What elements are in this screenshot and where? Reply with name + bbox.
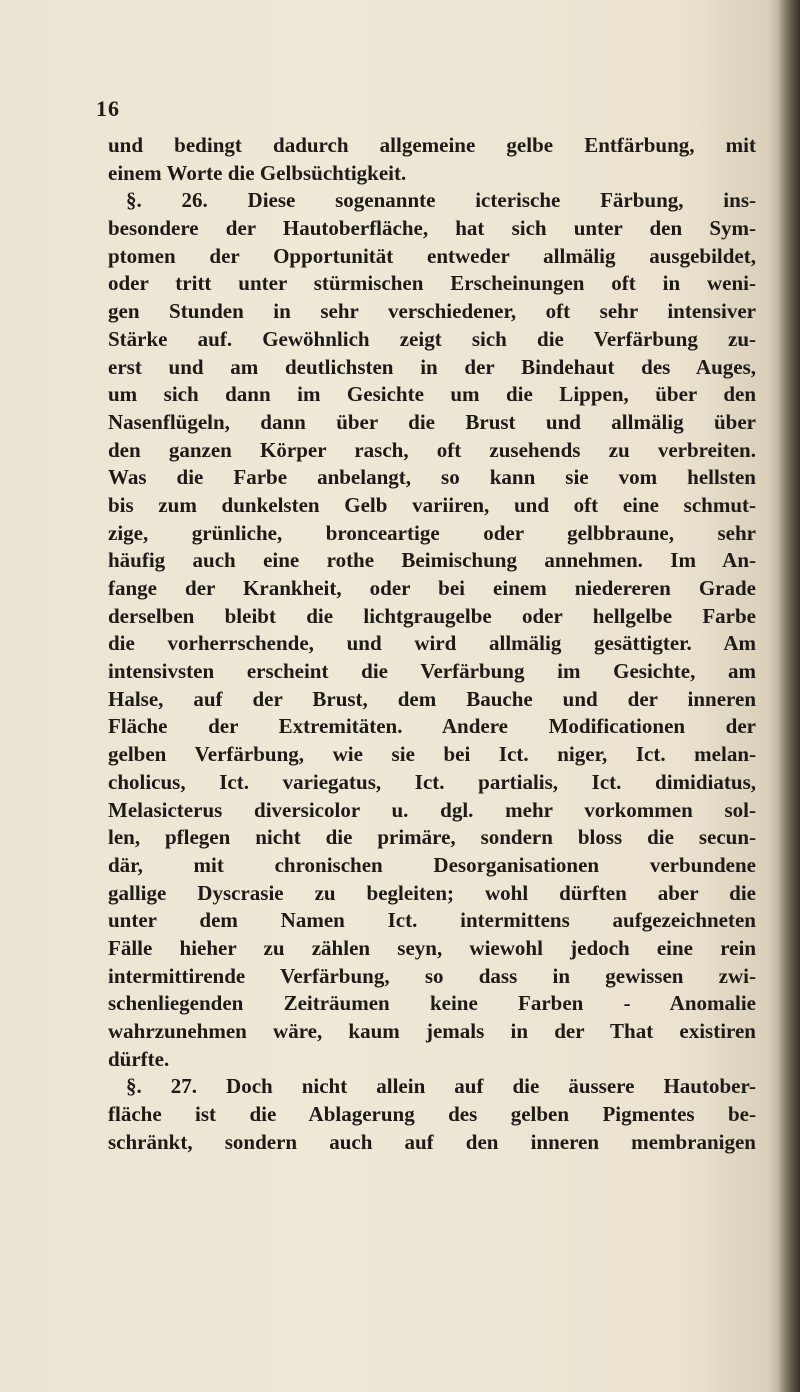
text-line: gallige Dyscrasie zu begleiten; wohl dürften aber die [108, 880, 756, 905]
text-line: den ganzen Körper rasch, oft zusehends zu verbreiten. [108, 437, 756, 462]
text-line: besondere der Hautoberfläche, hat sich unter den Sym- [108, 216, 756, 241]
text-line: cholicus, Ict. variegatus, Ict. partialis, Ict. dimidiatus, [108, 769, 756, 794]
text-line: Fläche der Extremitäten. Andere Modificationen der [108, 714, 756, 739]
text-line: um sich dann im Gesichte um die Lippen, über den [108, 382, 756, 407]
text-line: schenliegenden Zeiträumen keine Farben - Anomalie [108, 991, 756, 1016]
text-line: häufig auch eine rothe Beimischung annehmen. Im An- [108, 548, 756, 573]
text-line: Halse, auf der Brust, dem Bauche und der inneren [108, 686, 756, 711]
text-line: fläche ist die Ablagerung des gelben Pigmentes be- [108, 1102, 756, 1127]
text-line: intermittirende Verfärbung, so dass in gewissen zwi- [108, 963, 756, 988]
body-text [108, 132, 756, 1156]
text-line: där, mit chronischen Desorganisationen verbundene [108, 852, 756, 877]
page-edge-shadow [778, 0, 800, 1392]
text-line: einem Worte die Gelbsüchtigkeit. [108, 160, 407, 185]
text-line: Was die Farbe anbelangt, so kann sie vom hellsten [108, 465, 756, 490]
text-line: intensivsten erscheint die Verfärbung im Gesichte, am [108, 659, 756, 684]
text-line: bis zum dunkelsten Gelb variiren, und oft eine schmut- [108, 492, 756, 517]
text-line: oder tritt unter stürmischen Erscheinungen oft in weni- [108, 271, 756, 296]
text-line: dürfte. [108, 1046, 170, 1071]
text-line: ptomen der Opportunität entweder allmälig ausgebildet, [108, 243, 756, 268]
text-line: derselben bleibt die lichtgraugelbe oder hellgelbe Farbe [108, 603, 756, 628]
text-line: Stärke auf. Gewöhnlich zeigt sich die Verfärbung zu- [108, 326, 756, 351]
text-line: Fälle hieher zu zählen seyn, wiewohl jedoch eine rein [108, 935, 756, 960]
text-line: fange der Krankheit, oder bei einem niedereren Grade [108, 576, 756, 600]
text-line: §. 27. Doch nicht allein auf die äussere Hautober- [126, 1074, 756, 1099]
text-line: die vorherrschende, und wird allmälig gesättigter. Am [108, 631, 756, 656]
text-line: Melasicterus diversicolor u. dgl. mehr vorkommen sol- [108, 797, 756, 822]
text-line: schränkt, sondern auch auf den inneren membranigen [108, 1129, 756, 1154]
text-line: gen Stunden in sehr verschiedener, oft sehr intensiver [108, 299, 756, 324]
text-line: gelben Verfärbung, wie sie bei Ict. niger, Ict. melan- [108, 742, 756, 767]
text-line: wahrzunehmen wäre, kaum jemals in der That existiren [108, 1019, 756, 1043]
text-line: len, pflegen nicht die primäre, sondern bloss die secun- [108, 825, 756, 850]
text-line: zige, grünliche, bronceartige oder gelbbraune, sehr [108, 520, 756, 545]
text-line: unter dem Namen Ict. intermittens aufgezeichneten [108, 908, 756, 933]
text-line: erst und am deutlichsten in der Bindehaut des Auges, [108, 354, 756, 379]
page-number: 16 [96, 96, 120, 121]
text-line: §. 26. Diese sogenannte icterische Färbung, ins- [126, 188, 756, 213]
text-line: Nasenflügeln, dann über die Brust und allmälig über [108, 409, 756, 434]
text-line: und bedingt dadurch allgemeine gelbe Entfärbung, mit [108, 133, 756, 157]
